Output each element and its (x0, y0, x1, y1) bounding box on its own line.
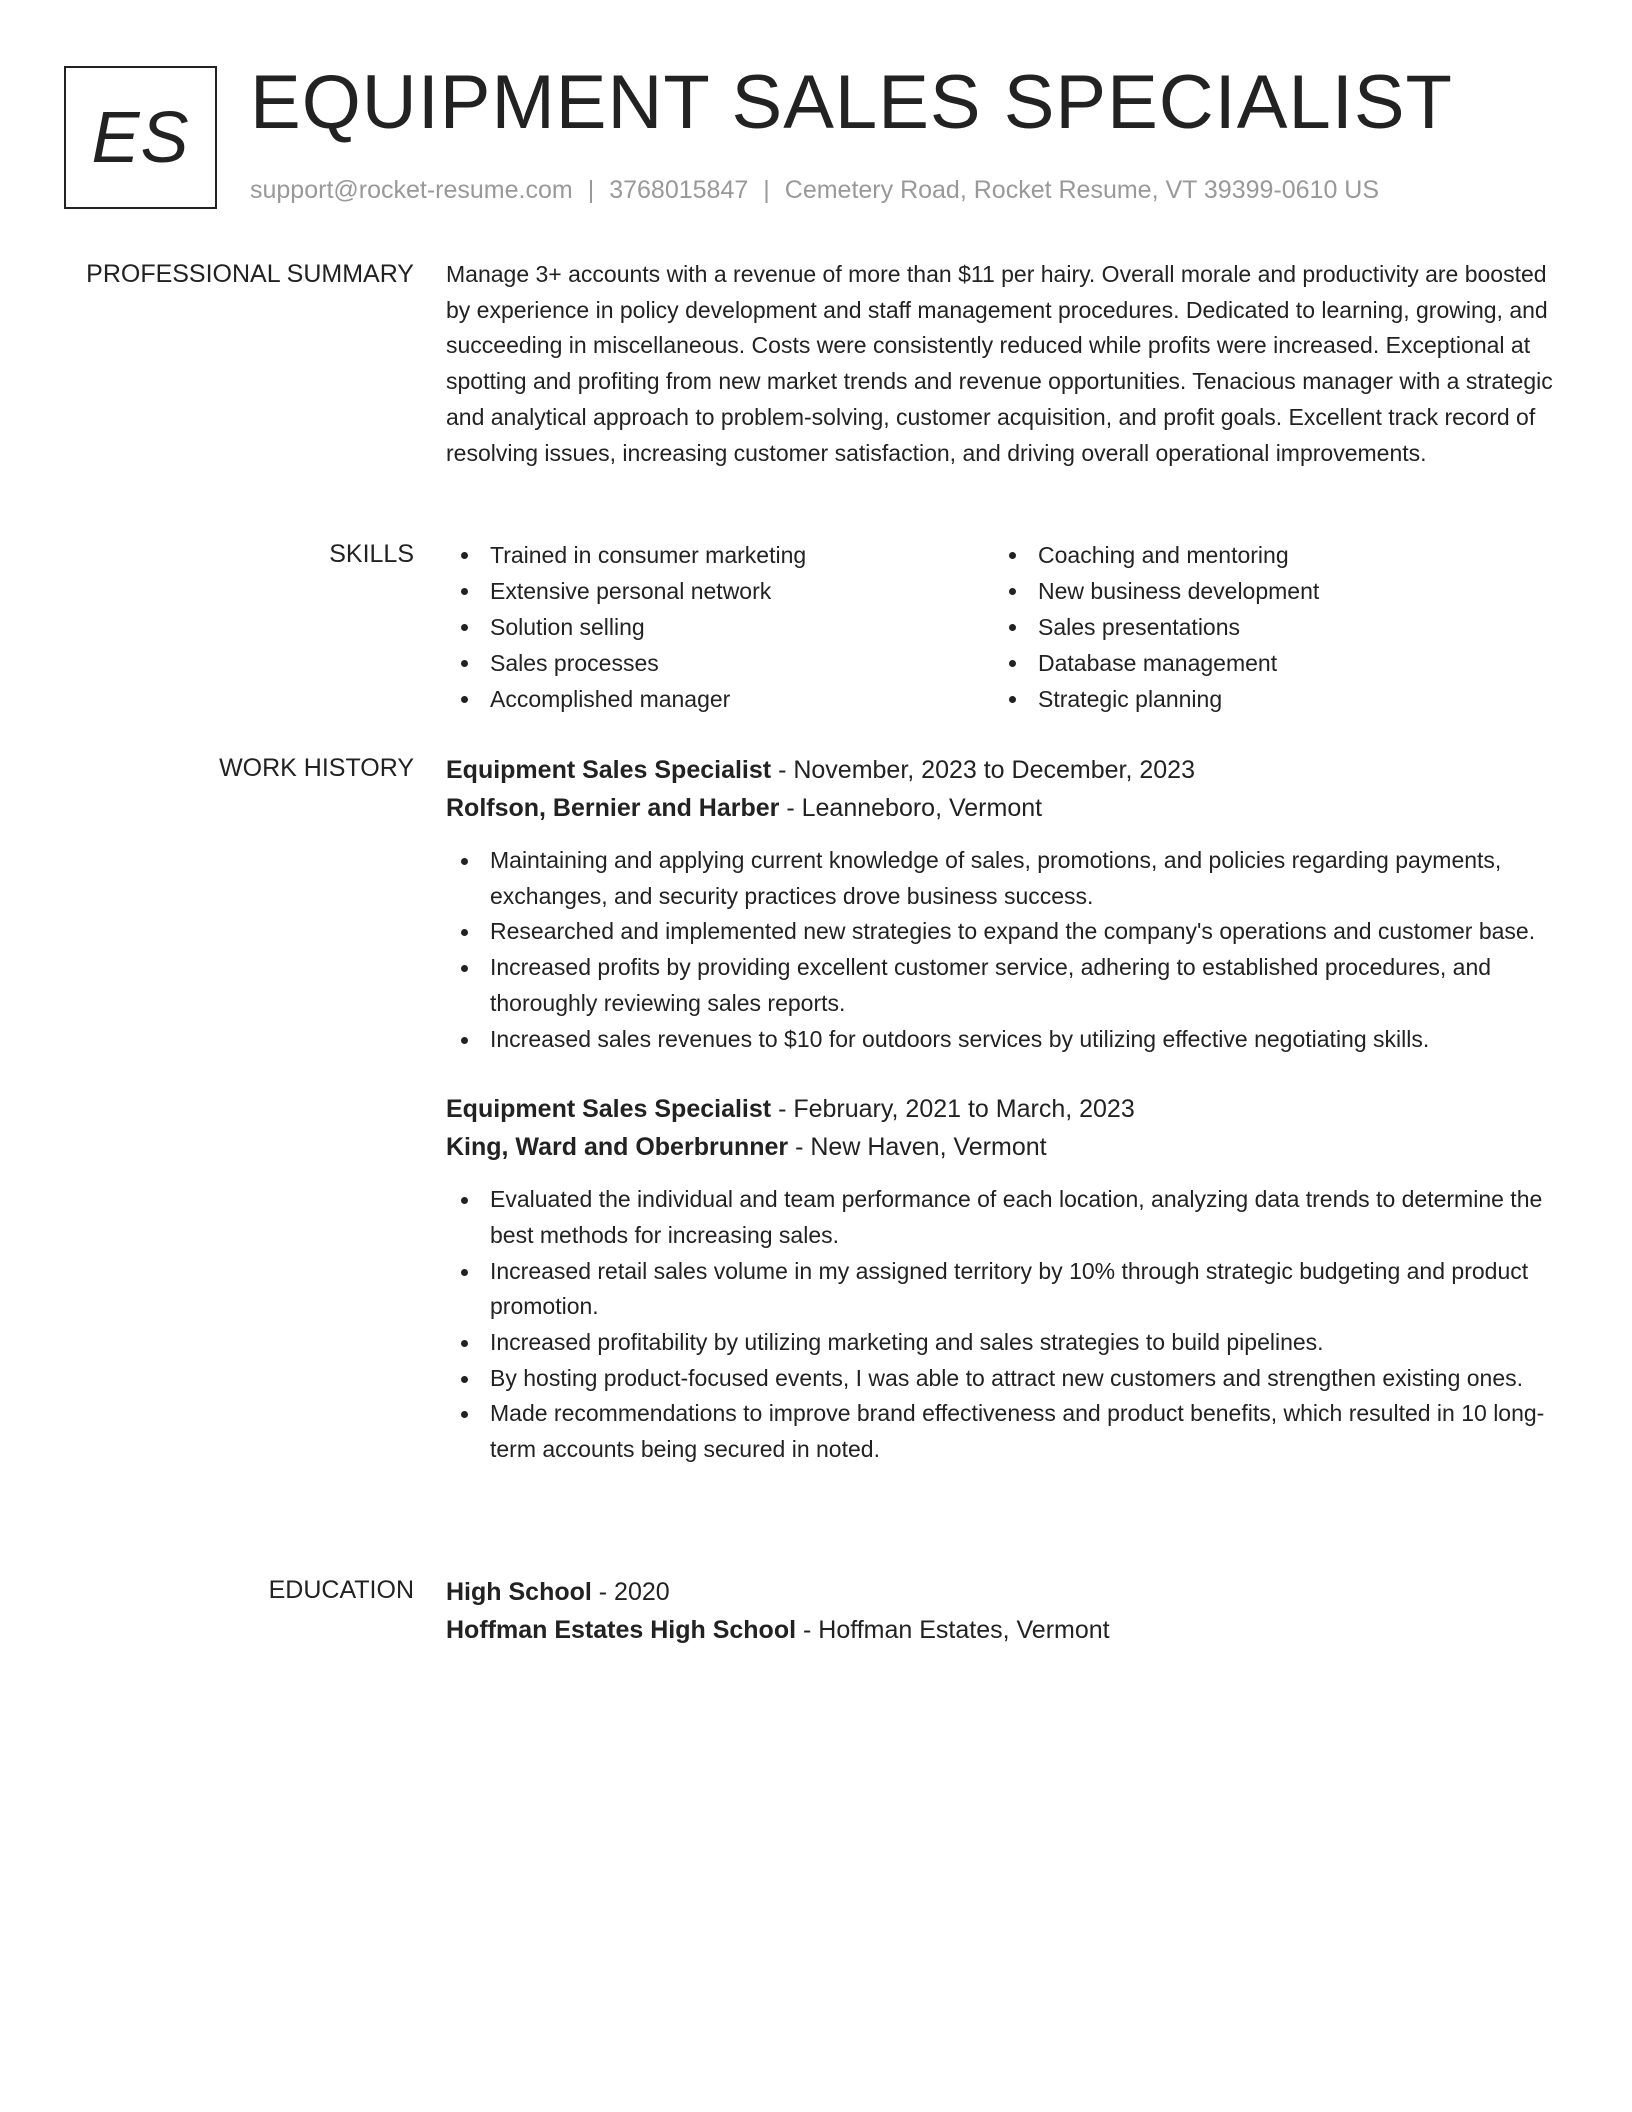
duty-item: Increased profitability by utilizing marketing and sales strategies to build pipelines. (446, 1325, 1562, 1361)
job-title-line (446, 1090, 1562, 1128)
monogram-box (64, 66, 217, 209)
education-year: - 2020 (591, 1578, 670, 1606)
duty-item: Increased profits by providing excellent customer service, adhering to established procedures, and thoroughly reviewing sales reports. (446, 950, 1562, 1021)
skill-item: Strategic planning (994, 681, 1542, 717)
job-title-line (446, 751, 1562, 789)
section-heading-summary: PROFESSIONAL SUMMARY (86, 260, 414, 288)
skill-item: Coaching and mentoring (994, 537, 1542, 573)
contact-phone[interactable]: 3768015847 (609, 176, 749, 204)
education-location: - Hoffman Estates, Vermont (796, 1616, 1110, 1644)
skills-body (446, 537, 1562, 717)
job-duties (446, 1182, 1562, 1468)
duty-item: Evaluated the individual and team performance of each location, analyzing data trends to determine the best methods for increasing sales. (446, 1182, 1562, 1253)
skills-column-left (446, 537, 994, 717)
contact-address: Cemetery Road, Rocket Resume, VT 39399-0610 US (784, 176, 1380, 204)
education-degree-line (446, 1573, 1562, 1611)
job-company-line (446, 789, 1562, 827)
contact-email[interactable]: support@rocket-resume.com (250, 176, 573, 204)
section-heading-education: EDUCATION (268, 1576, 414, 1604)
work-history-body (446, 751, 1562, 1468)
education-school-line (446, 1611, 1562, 1649)
summary-text: Manage 3+ accounts with a revenue of more than $11 per hairy. Overall morale and productivity are boosted by experience in policy development and staff management procedures. Dedicated to learning, growing, and succeeding in miscellaneous. Costs were consistently reduced while profits were increased. Exceptional at spotting and profiting from new market trends and revenue opportunities. Tenacious manager with a strategic and analytical approach to problem-solving, customer acquisition, and profit goals. Excellent track record of resolving issues, increasing customer satisfaction, and driving overall operational improvements. (446, 261, 1553, 466)
job-location: - New Haven, Vermont (788, 1133, 1047, 1162)
section-heading-skills: SKILLS (329, 540, 414, 568)
education-school: Hoffman Estates High School (446, 1616, 797, 1644)
job-entry (446, 751, 1562, 1057)
contact-line (250, 174, 1379, 206)
section-heading-work-history: WORK HISTORY (219, 754, 414, 782)
skill-item: New business development (994, 573, 1542, 609)
duty-item: Increased sales revenues to $10 for outdoors services by utilizing effective negotiating skills. (446, 1022, 1562, 1058)
skill-item: Extensive personal network (446, 573, 994, 609)
duty-item: By hosting product-focused events, I was able to attract new customers and strengthen existing ones. (446, 1361, 1562, 1397)
skill-item: Solution selling (446, 609, 994, 645)
duty-item: Increased retail sales volume in my assigned territory by 10% through strategic budgeting and product promotion. (446, 1254, 1562, 1325)
job-title: Equipment Sales Specialist (446, 756, 772, 784)
monogram-initials: ES (91, 97, 190, 178)
skill-item: Sales presentations (994, 609, 1542, 645)
skill-item: Accomplished manager (446, 681, 994, 717)
skills-column-right (994, 537, 1542, 717)
job-entry (446, 1090, 1562, 1468)
job-title: Equipment Sales Specialist (446, 1095, 772, 1124)
job-location: - Leanneboro, Vermont (779, 794, 1043, 822)
job-dates: - November, 2023 to December, 2023 (771, 756, 1195, 784)
job-company: Rolfson, Bernier and Harber (446, 794, 780, 822)
skill-item: Trained in consumer marketing (446, 537, 994, 573)
duty-item: Made recommendations to improve brand effectiveness and product benefits, which resulted in 10 long-term accounts being secured in noted. (446, 1396, 1562, 1467)
job-company-line (446, 1128, 1562, 1166)
duty-item: Maintaining and applying current knowledge of sales, promotions, and policies regarding payments, exchanges, and security practices drove business success. (446, 843, 1562, 914)
contact-separator: | (763, 176, 770, 204)
contact-separator: | (587, 176, 595, 204)
job-company: King, Ward and Oberbrunner (446, 1133, 789, 1162)
skill-item: Database management (994, 645, 1542, 681)
duty-item: Researched and implemented new strategies to expand the company's operations and customer base. (446, 914, 1562, 950)
education-degree: High School (446, 1578, 592, 1606)
skill-item: Sales processes (446, 645, 994, 681)
job-dates: - February, 2021 to March, 2023 (771, 1095, 1135, 1124)
summary-body (446, 257, 1562, 471)
resume-title: EQUIPMENT SALES SPECIALIST (250, 60, 1453, 145)
job-duties (446, 843, 1562, 1057)
education-body (446, 1573, 1562, 1649)
